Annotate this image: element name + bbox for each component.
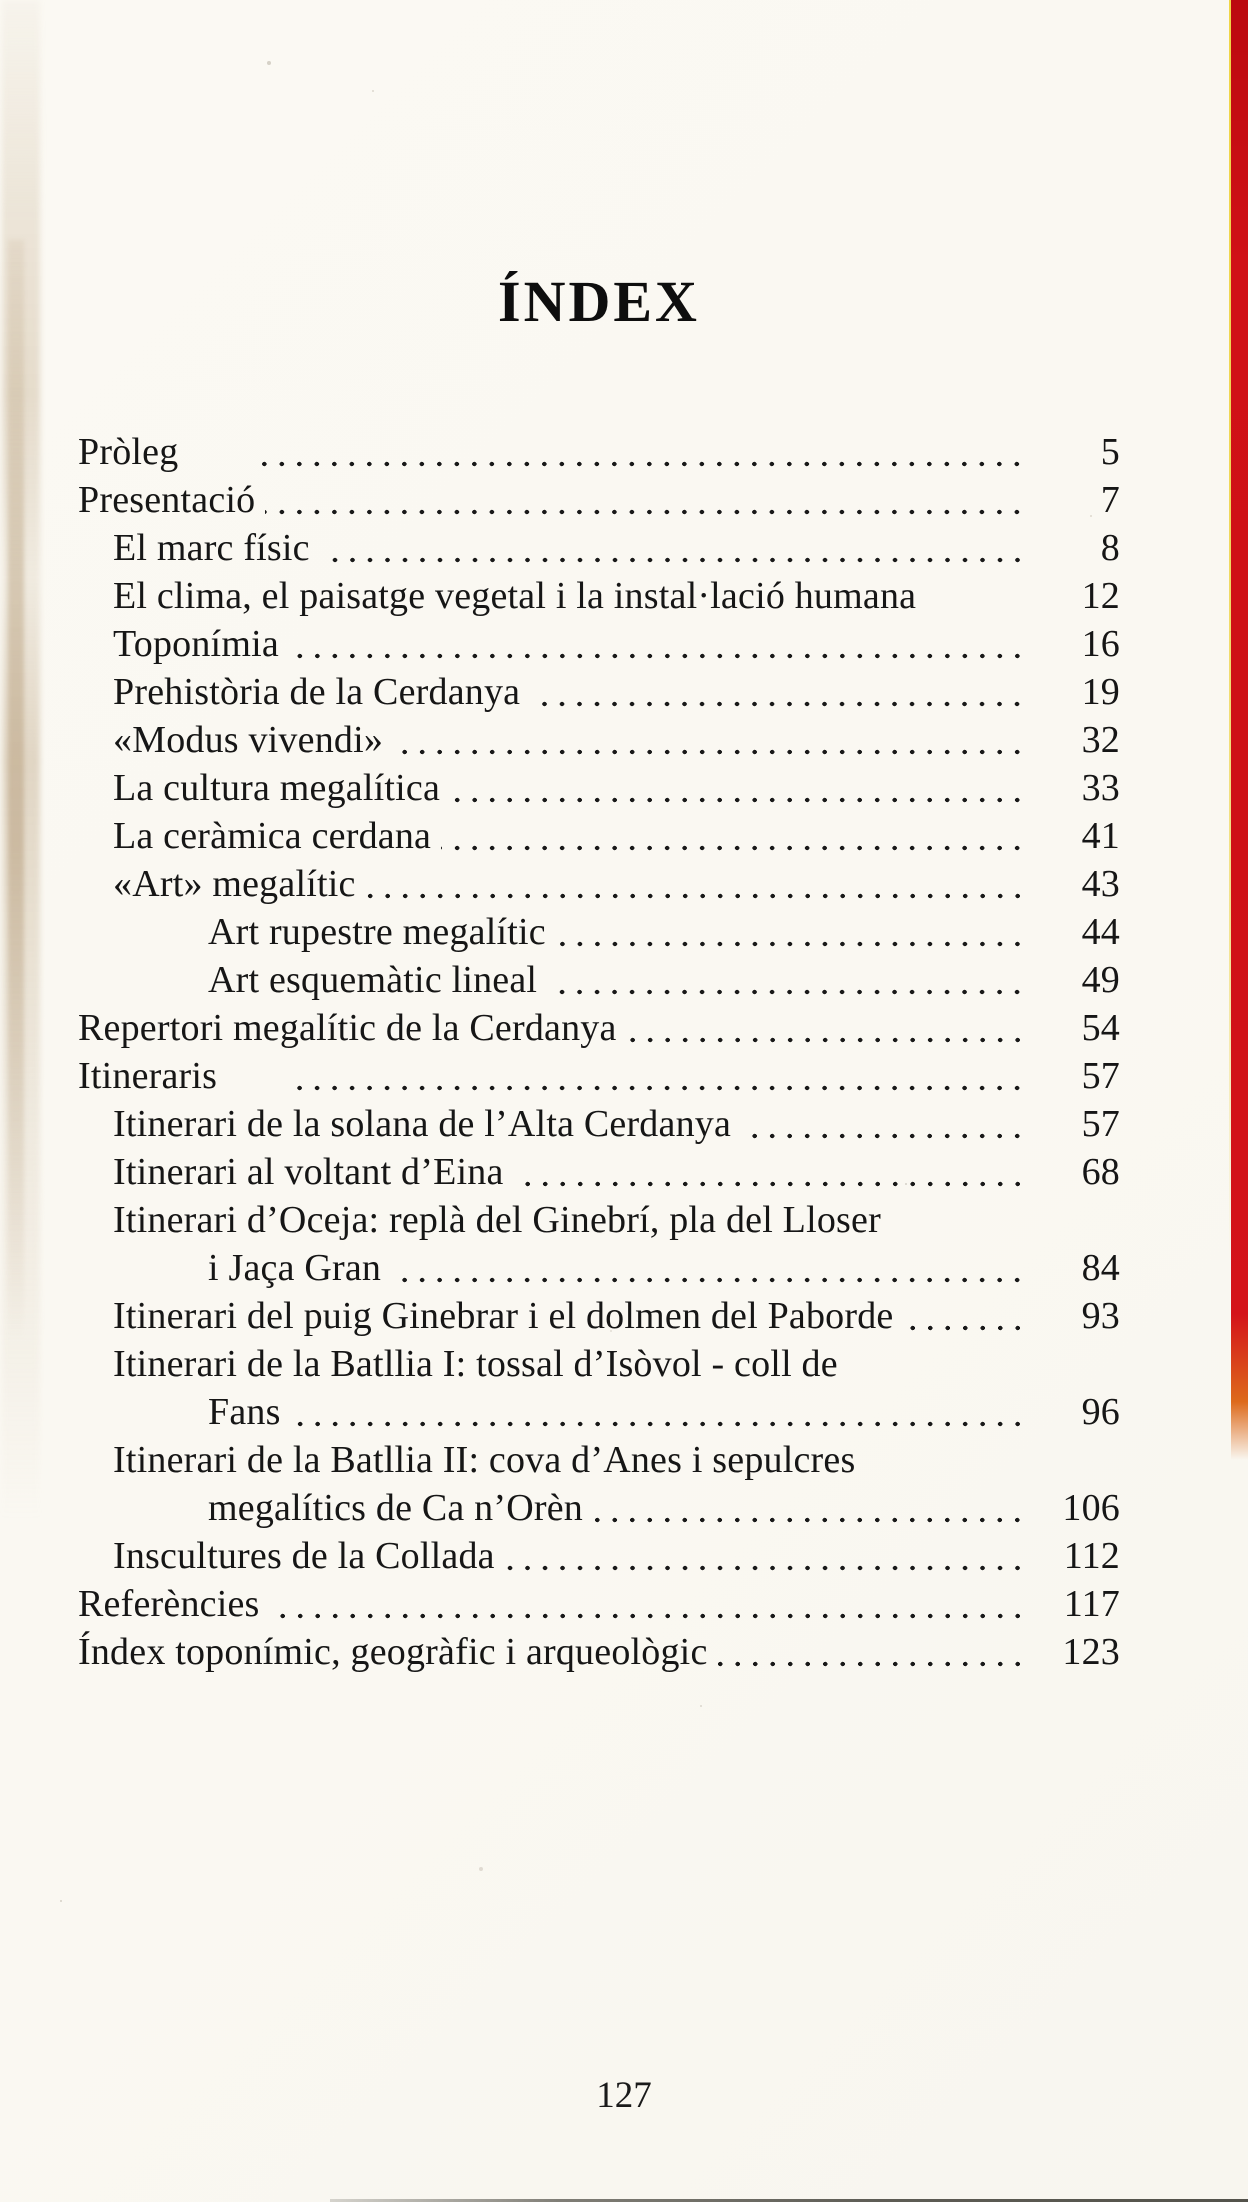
toc-entry-text: El marc físic bbox=[113, 527, 310, 569]
toc-entry-text: La cultura megalítica bbox=[113, 767, 441, 809]
toc-entry bbox=[78, 1100, 1120, 1148]
toc-page-number: 12 bbox=[1081, 575, 1120, 617]
toc-entry-text: Art esquemàtic lineal bbox=[208, 959, 538, 1001]
toc-page-number: 54 bbox=[1081, 1007, 1120, 1049]
toc-entry bbox=[78, 1052, 1120, 1100]
toc-page-number: 8 bbox=[1100, 527, 1120, 569]
toc-entry bbox=[78, 428, 1120, 476]
toc-dot-leader bbox=[289, 1052, 1028, 1100]
toc-entry bbox=[78, 524, 1120, 572]
toc-dot-leader bbox=[450, 764, 1028, 812]
toc-dot-leader bbox=[391, 1244, 1028, 1292]
toc-dot-leader bbox=[250, 428, 1028, 476]
toc-entry-text: i Jaça Gran bbox=[208, 1247, 382, 1289]
toc-dot-leader bbox=[593, 1484, 1028, 1532]
toc-page-number: 19 bbox=[1081, 671, 1120, 713]
toc-page-number: 16 bbox=[1081, 623, 1120, 665]
toc-dot-leader bbox=[289, 620, 1028, 668]
toc-entry bbox=[78, 1628, 1120, 1676]
toc-entry-text: Itineraris bbox=[78, 1055, 218, 1097]
toc-dot-leader bbox=[441, 812, 1028, 860]
toc-dot-leader bbox=[627, 1004, 1028, 1052]
toc-content bbox=[78, 0, 1120, 1676]
toc-entry-text: Toponímia bbox=[113, 623, 279, 665]
toc-entry bbox=[78, 572, 1120, 620]
toc-page-number: 7 bbox=[1100, 479, 1120, 521]
toc-page-number: 84 bbox=[1081, 1247, 1120, 1289]
toc-entry-text: Inscultures de la Collada bbox=[113, 1535, 495, 1577]
toc-entry bbox=[78, 716, 1120, 764]
toc-page-number: 44 bbox=[1081, 911, 1120, 953]
toc-page-number: 49 bbox=[1081, 959, 1120, 1001]
toc-page-number: 5 bbox=[1100, 431, 1120, 473]
toc-dot-leader bbox=[270, 1580, 1028, 1628]
toc-page-number: 41 bbox=[1081, 815, 1120, 857]
toc-dot-leader bbox=[514, 1148, 1028, 1196]
toc-entry bbox=[78, 476, 1120, 524]
toc-entry-text: Itinerari al voltant d’Eina bbox=[113, 1151, 504, 1193]
toc-dot-leader bbox=[904, 1292, 1029, 1340]
toc-list bbox=[78, 428, 1120, 1676]
toc-dot-leader bbox=[741, 1100, 1028, 1148]
book-cover-red-edge bbox=[1231, 0, 1248, 1460]
toc-entry-text: Itinerari de la Batllia I: tossal d’Isòvol - coll de bbox=[113, 1343, 838, 1385]
toc-dot-leader bbox=[265, 476, 1028, 524]
toc-page-number: 43 bbox=[1081, 863, 1120, 905]
scan-binding-shadow-core bbox=[8, 240, 24, 1340]
toc-dot-leader bbox=[547, 956, 1028, 1004]
toc-dot-leader bbox=[320, 524, 1028, 572]
toc-dot-leader bbox=[865, 1436, 1028, 1484]
toc-entry bbox=[78, 668, 1120, 716]
toc-dot-leader bbox=[530, 668, 1028, 716]
toc-dot-leader bbox=[366, 860, 1028, 908]
toc-entry-text: Itinerari de la solana de l’Alta Cerdanya bbox=[113, 1103, 732, 1145]
toc-entry-text: Itinerari d’Oceja: replà del Ginebrí, pla del Lloser bbox=[113, 1199, 881, 1241]
toc-entry-text: Fans bbox=[208, 1391, 281, 1433]
toc-entry bbox=[78, 1196, 1120, 1244]
toc-entry-text: «Art» megalític bbox=[113, 863, 356, 905]
toc-page-number: 106 bbox=[1062, 1487, 1120, 1529]
toc-entry-text: «Modus vivendi» bbox=[113, 719, 384, 761]
toc-entry-text: Pròleg bbox=[78, 431, 179, 473]
toc-page-number: 96 bbox=[1081, 1391, 1120, 1433]
toc-entry bbox=[78, 812, 1120, 860]
toc-entry bbox=[78, 908, 1120, 956]
toc-dot-leader bbox=[291, 1388, 1028, 1436]
toc-entry-text: Repertori megalític de la Cerdanya bbox=[78, 1007, 617, 1049]
toc-entry-text: Itinerari de la Batllia II: cova d’Anes i sepulcres bbox=[113, 1439, 856, 1481]
page-title: ÍNDEX bbox=[498, 269, 700, 334]
toc-entry bbox=[78, 1340, 1120, 1388]
toc-page-number: 57 bbox=[1081, 1055, 1120, 1097]
toc-dot-leader bbox=[718, 1628, 1028, 1676]
toc-entry bbox=[78, 1388, 1120, 1436]
toc-dot-leader bbox=[393, 716, 1028, 764]
toc-page-number: 123 bbox=[1062, 1631, 1120, 1673]
toc-page-number: 33 bbox=[1081, 767, 1120, 809]
toc-entry bbox=[78, 1532, 1120, 1580]
toc-dot-leader bbox=[926, 572, 1028, 620]
paper-noise-specks bbox=[0, 0, 2, 2]
toc-dot-leader bbox=[505, 1532, 1028, 1580]
toc-dot-leader bbox=[556, 908, 1028, 956]
toc-page-number: 117 bbox=[1063, 1583, 1120, 1625]
toc-entry bbox=[78, 1436, 1120, 1484]
toc-entry bbox=[78, 1244, 1120, 1292]
toc-entry-text: Presentació bbox=[78, 479, 256, 521]
footer-page-number: 127 bbox=[596, 2075, 652, 2116]
toc-dot-leader bbox=[848, 1340, 1028, 1388]
toc-entry-text: Índex toponímic, geogràfic i arqueològic bbox=[78, 1631, 708, 1673]
toc-entry bbox=[78, 620, 1120, 668]
toc-entry-text: Itinerari del puig Ginebrar i el dolmen del Paborde bbox=[113, 1295, 894, 1337]
toc-entry bbox=[78, 1580, 1120, 1628]
toc-page-number: 93 bbox=[1081, 1295, 1120, 1337]
toc-entry-text: Referències bbox=[78, 1583, 260, 1625]
toc-page-number: 68 bbox=[1081, 1151, 1120, 1193]
toc-entry bbox=[78, 1004, 1120, 1052]
toc-dot-leader bbox=[891, 1196, 1028, 1244]
toc-entry-text: Art rupestre megalític bbox=[208, 911, 546, 953]
toc-entry bbox=[78, 1292, 1120, 1340]
toc-entry-text: El clima, el paisatge vegetal i la instal·lació humana bbox=[113, 575, 917, 617]
toc-page-number: 57 bbox=[1081, 1103, 1120, 1145]
toc-entry bbox=[78, 1484, 1120, 1532]
toc-page-number: 32 bbox=[1081, 719, 1120, 761]
toc-entry bbox=[78, 1148, 1120, 1196]
toc-entry-text: Prehistòria de la Cerdanya bbox=[113, 671, 521, 713]
toc-entry-text: megalítics de Ca n’Orèn bbox=[208, 1487, 583, 1529]
toc-page-number: 112 bbox=[1063, 1535, 1120, 1577]
toc-entry bbox=[78, 860, 1120, 908]
toc-entry bbox=[78, 764, 1120, 812]
toc-entry bbox=[78, 956, 1120, 1004]
toc-entry-text: La ceràmica cerdana bbox=[113, 815, 432, 857]
